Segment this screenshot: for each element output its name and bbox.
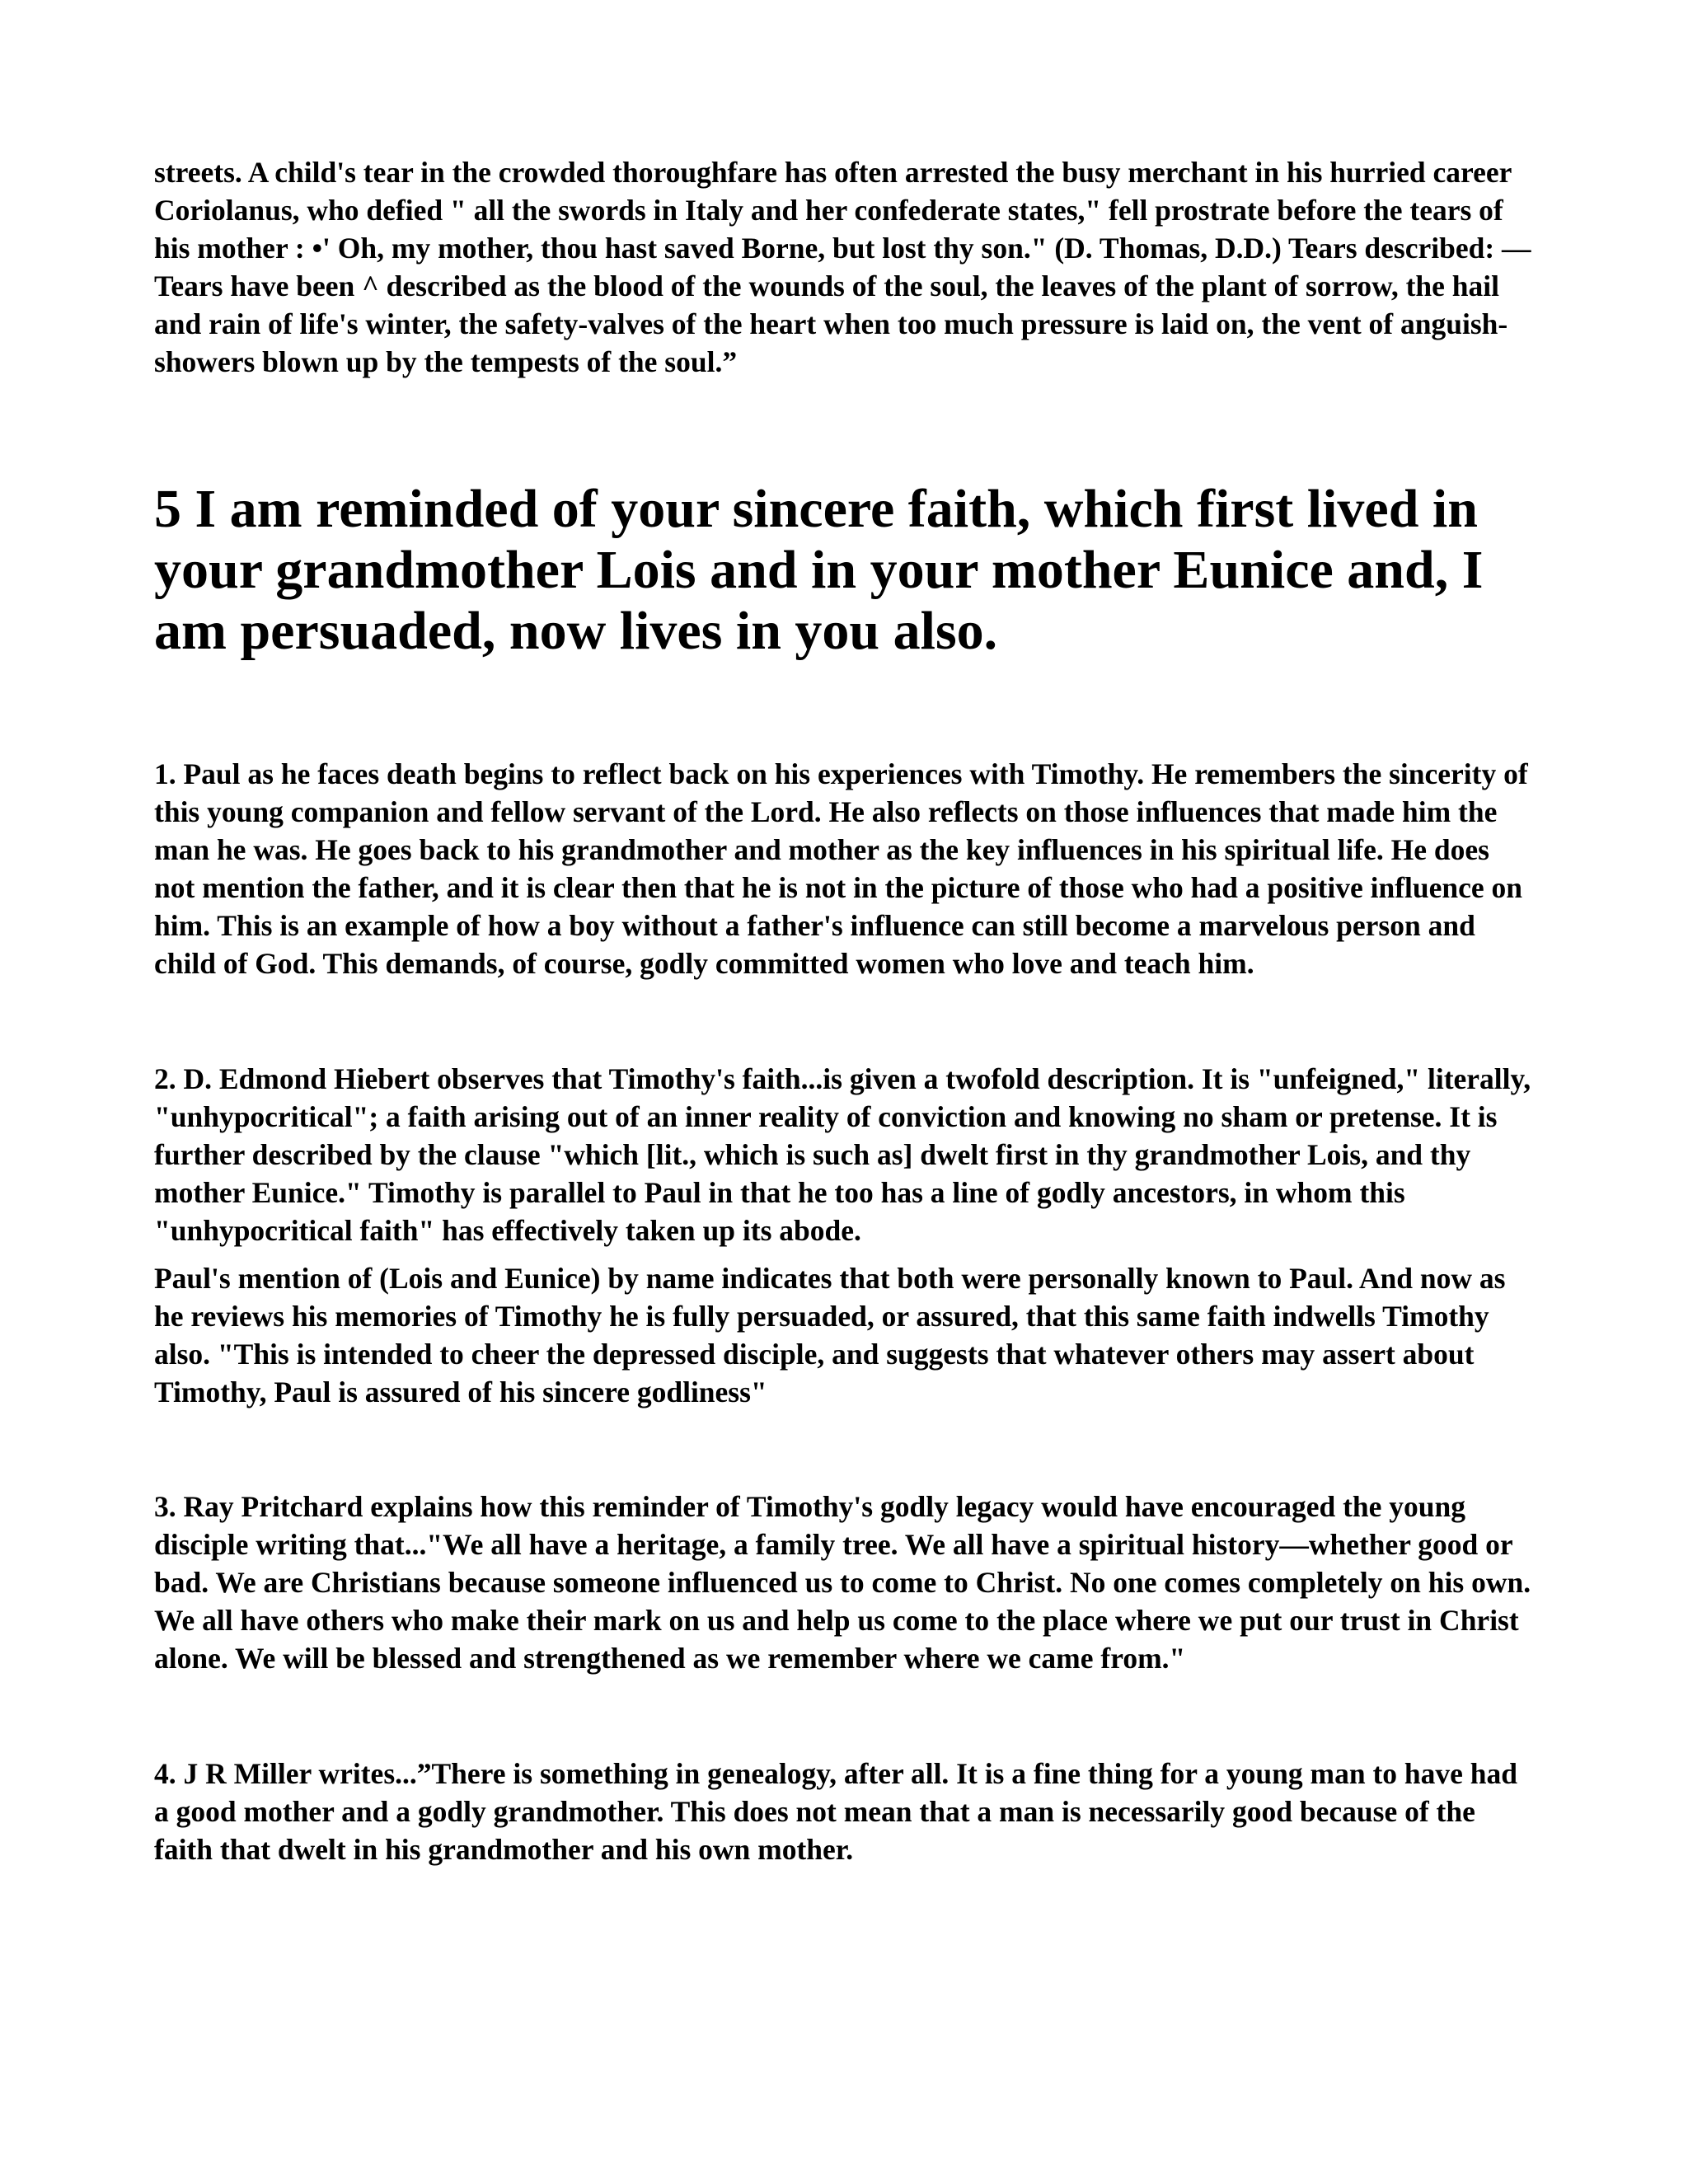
point-2-continuation-paragraph: Paul's mention of (Lois and Eunice) by name indicates that both were personally known to Paul. And now as he reviews his memories of Timothy he is fully persuaded, or assured, that this same faith indwells Timothy also. "This is intended to cheer the depressed disciple, and suggests that whatever others may assert about Timothy, Paul is assured of his sincere godliness": [154, 1262, 1506, 1408]
verse-heading: 5 I am reminded of your sincere faith, which first lived in your grandmother Lois and in your mother Eunice and, I am persuaded, now lives in you also.: [154, 479, 1484, 661]
point-1-paragraph: 1. Paul as he faces death begins to reflect back on his experiences with Timothy. He remembers the sincerity of this young companion and fellow servant of the Lord. He also reflects on those influences that made him the man he was. He goes back to his grandmother and mother as the key influences in his spiritual life. He does not mention the father, and it is clear then that he is not in the picture of those who had a positive influence on him. This is an example of how a boy without a father's influence can still become a marvelous person and child of God. This demands, of course, godly committed women who love and teach him.: [154, 757, 1528, 980]
point-4-paragraph: 4. J R Miller writes...”There is something in genealogy, after all. It is a fine thing for a young man to have had a good mother and a godly grandmother. This does not mean that a man is necessarily good because of the faith that dwelt in his grandmother and his own mother.: [154, 1757, 1518, 1866]
point-3-paragraph: 3. Ray Pritchard explains how this reminder of Timothy's godly legacy would have encouraged the young disciple writing that..."We all have a heritage, a family tree. We all have a spiritual history—whether good or bad. We are Christians because someone influenced us to come to Christ. No one comes completely on his own. We all have others who make their mark on us and help us come to the place where we put our trust in Christ alone. We will be blessed and strengthened as we remember where we came from.": [154, 1490, 1531, 1675]
point-2-paragraph: 2. D. Edmond Hiebert observes that Timothy's faith...is given a twofold description. It is "unfeigned," literally, "unhypocritical"; a faith arising out of an inner reality of conviction and knowing no sham or pretense. It is further described by the clause "which [lit., which is such as] dwelt first in thy grandmother Lois, and thy mother Eunice." Timothy is parallel to Paul in that he too has a line of godly ancestors, in whom this "unhypocritical faith" has effectively taken up its abode.: [154, 1062, 1531, 1247]
document-page: [154, 153, 1535, 1868]
intro-paragraph: streets. A child's tear in the crowded thoroughfare has often arrested the busy merchant in his hurried career Coriolanus, who defied " all the swords in Italy and her confederate states," fell prostrate before the tears of his mother : •' Oh, my mother, thou hast saved Borne, but lost thy son." (D. Thomas, D.D.) Tears described: — Tears have been ^ described as the blood of the wounds of the soul, the leaves of the plant of sorrow, the hail and rain of life's winter, the safety-valves of the heart when too much pressure is laid on, the vent of anguish-showers blown up by the tempests of the soul.”: [154, 156, 1531, 378]
